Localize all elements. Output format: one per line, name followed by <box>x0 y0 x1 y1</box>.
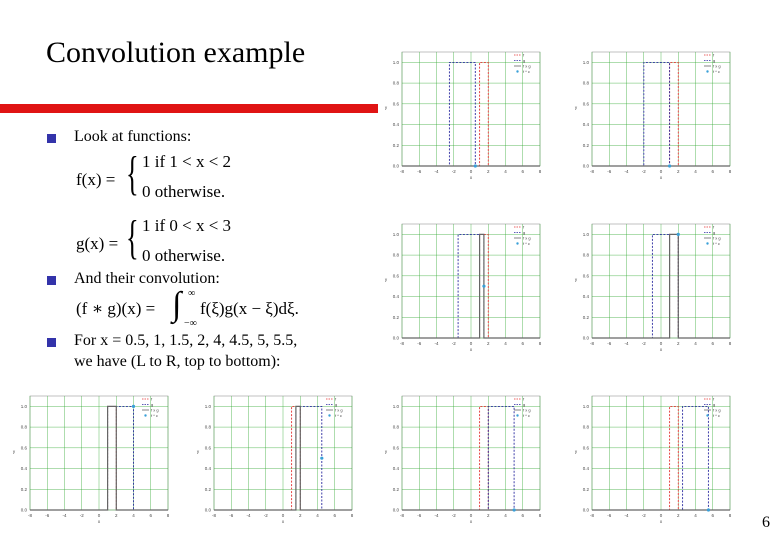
x-axis-label: x <box>469 175 473 180</box>
legend-label: f * c <box>523 241 530 246</box>
x-axis-label: x <box>469 347 473 352</box>
equation-g-case2: 0 otherwise. <box>142 246 226 265</box>
x-tick-label: 4 <box>504 341 507 346</box>
legend-label: g <box>713 402 716 407</box>
x-tick-label: 2 <box>486 513 490 518</box>
x-tick-label: 6 <box>711 169 715 174</box>
x-tick-label: 6 <box>149 513 153 518</box>
x-tick-label: 0 <box>659 513 663 518</box>
legend-label: f * c <box>523 413 530 418</box>
legend-swatch <box>328 414 330 416</box>
convolution-point <box>482 285 485 288</box>
equation-f-case1: 1 if 1 < x < 2 <box>142 152 232 171</box>
y-tick-label: 0.6 <box>582 101 589 107</box>
x-tick-label: -8 <box>589 341 595 346</box>
x-tick-label: 8 <box>538 341 542 346</box>
legend-swatch <box>706 242 708 244</box>
legend-label: f x g <box>523 235 531 241</box>
legend-swatch <box>516 242 518 244</box>
plot-svg <box>568 386 740 534</box>
y-tick-label: 0.0 <box>392 507 399 513</box>
legend-label: f x g <box>151 407 159 413</box>
y-tick-label: 0.8 <box>392 252 399 258</box>
equation-conv-lhs: (f ∗ g)(x) = <box>76 299 156 318</box>
legend-label: f <box>523 396 525 402</box>
legend-label: f <box>151 396 153 402</box>
legend-label: f <box>713 224 715 230</box>
x-tick-label: 8 <box>538 169 542 174</box>
y-tick-label: 0.4 <box>582 122 589 128</box>
y-tick-label: 0.0 <box>582 163 589 169</box>
y-axis-label: y <box>384 449 388 454</box>
x-tick-label: -8 <box>211 513 217 518</box>
x-tick-label: 2 <box>676 169 680 174</box>
legend-label: f * c <box>713 241 720 246</box>
x-axis-label: x <box>281 519 285 524</box>
x-tick-label: 6 <box>711 513 715 518</box>
x-tick-label: 6 <box>521 341 525 346</box>
legend-label: g <box>523 230 526 235</box>
x-tick-label: -4 <box>434 513 439 518</box>
x-axis-label: x <box>659 347 663 352</box>
y-tick-label: 0.4 <box>392 122 399 128</box>
x-tick-label: -4 <box>624 169 629 174</box>
legend-label: f <box>713 396 715 402</box>
plot-svg <box>568 214 740 362</box>
legend-label: f x g <box>713 63 721 69</box>
x-tick-label: -4 <box>62 513 67 518</box>
bullet-text: For x = 0.5, 1, 1.5, 2, 4, 4.5, 5, 5.5, <box>74 332 298 349</box>
convolution-plot <box>568 214 740 362</box>
x-tick-label: -4 <box>246 513 251 518</box>
y-tick-label: 0.6 <box>392 101 399 107</box>
plot-svg <box>190 386 362 534</box>
legend-label: f <box>523 52 525 58</box>
y-tick-label: 0.8 <box>392 424 399 430</box>
brace-f: { <box>126 147 139 200</box>
y-tick-label: 0.4 <box>392 466 399 472</box>
integral-upper: ∞ <box>188 288 196 299</box>
y-tick-label: 1.0 <box>582 403 589 409</box>
x-tick-label: -8 <box>589 169 595 174</box>
y-tick-label: 0.8 <box>392 80 399 86</box>
x-tick-label: 8 <box>166 513 170 518</box>
bullet-text: Look at functions: <box>74 128 192 145</box>
x-tick-label: 6 <box>521 169 525 174</box>
legend-swatch <box>144 414 146 416</box>
convolution-plot <box>190 386 362 534</box>
y-axis-label: y <box>384 105 388 110</box>
x-tick-label: 0 <box>659 169 663 174</box>
x-tick-label: 8 <box>728 513 732 518</box>
y-axis-label: y <box>574 277 578 282</box>
x-tick-label: 6 <box>711 341 715 346</box>
y-tick-label: 0.2 <box>204 486 211 492</box>
x-tick-label: 6 <box>333 513 337 518</box>
equation-convolution <box>76 286 356 330</box>
x-tick-label: -2 <box>263 513 268 518</box>
brace-g: { <box>126 211 139 264</box>
x-tick-label: -2 <box>641 341 646 346</box>
plot-svg <box>378 42 550 190</box>
x-tick-label: -2 <box>641 513 646 518</box>
x-tick-label: 8 <box>728 169 732 174</box>
y-tick-label: 0.4 <box>20 466 27 472</box>
x-tick-label: -4 <box>624 341 629 346</box>
legend-label: f * c <box>335 413 342 418</box>
y-tick-label: 0.8 <box>20 424 27 430</box>
legend-label: f * c <box>151 413 158 418</box>
x-axis-label: x <box>97 519 101 524</box>
y-tick-label: 0.4 <box>582 466 589 472</box>
x-tick-label: -4 <box>624 513 629 518</box>
equation-f <box>76 147 276 208</box>
x-tick-label: 4 <box>132 513 135 518</box>
convolution-plot <box>378 42 550 190</box>
x-tick-label: 8 <box>538 513 542 518</box>
y-axis-label: y <box>12 449 16 454</box>
x-tick-label: 8 <box>350 513 354 518</box>
y-tick-label: 0.4 <box>392 294 399 300</box>
legend-swatch <box>706 414 708 416</box>
legend-label: f x g <box>523 407 531 413</box>
legend-label: g <box>523 402 526 407</box>
x-tick-label: 2 <box>298 513 302 518</box>
equation-g <box>76 211 276 272</box>
bullet-marker <box>47 338 56 347</box>
convolution-point <box>474 164 477 167</box>
legend-label: f x g <box>523 63 531 69</box>
legend-label: f <box>523 224 525 230</box>
y-tick-label: 0.6 <box>392 445 399 451</box>
y-tick-label: 0.2 <box>392 142 399 148</box>
y-axis-label: y <box>574 449 578 454</box>
x-axis-label: x <box>469 519 473 524</box>
y-tick-label: 0.2 <box>582 314 589 320</box>
x-tick-label: 0 <box>97 513 101 518</box>
x-tick-label: 4 <box>504 169 507 174</box>
x-tick-label: -6 <box>607 341 612 346</box>
y-tick-label: 0.0 <box>392 163 399 169</box>
y-tick-label: 1.0 <box>392 59 399 65</box>
page-number: 6 <box>762 514 770 531</box>
x-tick-label: 8 <box>728 341 732 346</box>
y-tick-label: 0.0 <box>20 507 27 513</box>
convolution-point <box>320 457 323 460</box>
legend-label: f x g <box>713 235 721 241</box>
y-tick-label: 0.6 <box>582 273 589 279</box>
x-tick-label: -8 <box>399 169 405 174</box>
integral-lower: −∞ <box>184 318 197 329</box>
legend-label: f * c <box>713 69 720 74</box>
x-tick-label: -6 <box>417 341 422 346</box>
bullet-text-line2: we have (L to R, top to bottom): <box>74 353 281 370</box>
legend-swatch <box>516 70 518 72</box>
y-tick-label: 0.2 <box>582 486 589 492</box>
x-tick-label: 0 <box>281 513 285 518</box>
x-tick-label: -2 <box>641 169 646 174</box>
convolution-point <box>677 233 680 236</box>
legend-label: g <box>335 402 338 407</box>
x-tick-label: 4 <box>694 341 697 346</box>
x-tick-label: -8 <box>399 513 405 518</box>
y-axis-label: y <box>384 277 388 282</box>
y-tick-label: 1.0 <box>204 403 211 409</box>
convolution-point <box>668 164 671 167</box>
x-tick-label: 2 <box>676 341 680 346</box>
x-tick-label: -2 <box>451 169 456 174</box>
x-tick-label: -6 <box>45 513 50 518</box>
y-tick-label: 0.6 <box>582 445 589 451</box>
convolution-plot <box>378 386 550 534</box>
x-tick-label: 4 <box>694 513 697 518</box>
y-tick-label: 0.0 <box>582 507 589 513</box>
legend-label: f <box>335 396 337 402</box>
legend-label: f x g <box>713 407 721 413</box>
plot-svg <box>6 386 178 534</box>
y-tick-label: 1.0 <box>582 231 589 237</box>
convolution-point <box>132 405 135 408</box>
y-tick-label: 0.0 <box>204 507 211 513</box>
y-tick-label: 0.0 <box>582 335 589 341</box>
x-tick-label: 6 <box>521 513 525 518</box>
convolution-plot <box>568 386 740 534</box>
x-tick-label: -6 <box>607 169 612 174</box>
integral-sign: ∫ <box>172 286 182 323</box>
plot-svg <box>378 214 550 362</box>
x-tick-label: 2 <box>114 513 118 518</box>
x-tick-label: 2 <box>486 341 490 346</box>
y-tick-label: 0.4 <box>204 466 211 472</box>
x-tick-label: 0 <box>659 341 663 346</box>
legend-label: g <box>151 402 154 407</box>
convolution-plot <box>378 214 550 362</box>
x-tick-label: -6 <box>417 169 422 174</box>
legend-swatch <box>516 414 518 416</box>
x-tick-label: 0 <box>469 513 473 518</box>
convolution-plot <box>6 386 178 534</box>
x-tick-label: 2 <box>486 169 490 174</box>
y-tick-label: 0.2 <box>582 142 589 148</box>
x-tick-label: -6 <box>607 513 612 518</box>
x-axis-label: x <box>659 175 663 180</box>
y-tick-label: 0.6 <box>204 445 211 451</box>
x-tick-label: -8 <box>589 513 595 518</box>
y-tick-label: 0.2 <box>392 486 399 492</box>
convolution-plot <box>568 42 740 190</box>
x-tick-label: -2 <box>451 341 456 346</box>
x-tick-label: -2 <box>79 513 84 518</box>
y-tick-label: 1.0 <box>392 403 399 409</box>
legend-label: g <box>713 230 716 235</box>
x-tick-label: 0 <box>469 341 473 346</box>
x-tick-label: 4 <box>504 513 507 518</box>
legend-label: f * c <box>523 69 530 74</box>
y-tick-label: 1.0 <box>20 403 27 409</box>
x-axis-label: x <box>659 519 663 524</box>
equation-g-case1: 1 if 0 < x < 3 <box>142 216 232 235</box>
y-tick-label: 1.0 <box>392 231 399 237</box>
x-tick-label: 0 <box>469 169 473 174</box>
convolution-point <box>513 508 516 511</box>
plot-svg <box>568 42 740 190</box>
equation-f-case2: 0 otherwise. <box>142 182 226 201</box>
y-tick-label: 1.0 <box>582 59 589 65</box>
y-axis-label: y <box>196 449 200 454</box>
legend-label: g <box>523 58 526 63</box>
x-tick-label: 4 <box>316 513 319 518</box>
x-tick-label: -8 <box>27 513 33 518</box>
y-tick-label: 0.4 <box>582 294 589 300</box>
x-tick-label: -6 <box>229 513 234 518</box>
equation-conv-rhs: f(ξ)g(x − ξ)dξ. <box>200 299 299 318</box>
x-tick-label: -8 <box>399 341 405 346</box>
legend-swatch <box>706 70 708 72</box>
legend-label: g <box>713 58 716 63</box>
slide-title: Convolution example <box>46 36 306 69</box>
y-tick-label: 0.0 <box>392 335 399 341</box>
y-tick-label: 0.8 <box>582 252 589 258</box>
y-tick-label: 0.6 <box>20 445 27 451</box>
x-tick-label: -2 <box>451 513 456 518</box>
x-tick-label: -4 <box>434 169 439 174</box>
y-tick-label: 0.2 <box>392 314 399 320</box>
x-tick-label: 4 <box>694 169 697 174</box>
y-tick-label: 0.8 <box>582 80 589 86</box>
convolution-point <box>707 508 710 511</box>
y-tick-label: 0.8 <box>204 424 211 430</box>
legend-label: f x g <box>335 407 343 413</box>
y-tick-label: 0.8 <box>582 424 589 430</box>
bullet-marker <box>47 134 56 143</box>
y-tick-label: 0.6 <box>392 273 399 279</box>
legend-label: f * c <box>713 413 720 418</box>
bullet-text: And their convolution: <box>74 270 220 287</box>
y-axis-label: y <box>574 105 578 110</box>
bullet-marker <box>47 276 56 285</box>
x-tick-label: 2 <box>676 513 680 518</box>
x-tick-label: -4 <box>434 341 439 346</box>
y-tick-label: 0.2 <box>20 486 27 492</box>
title-rule <box>0 104 378 113</box>
plot-svg <box>378 386 550 534</box>
equation-f-lhs: f(x) = <box>76 170 116 189</box>
legend-label: f <box>713 52 715 58</box>
x-tick-label: -6 <box>417 513 422 518</box>
equation-g-lhs: g(x) = <box>76 234 119 253</box>
